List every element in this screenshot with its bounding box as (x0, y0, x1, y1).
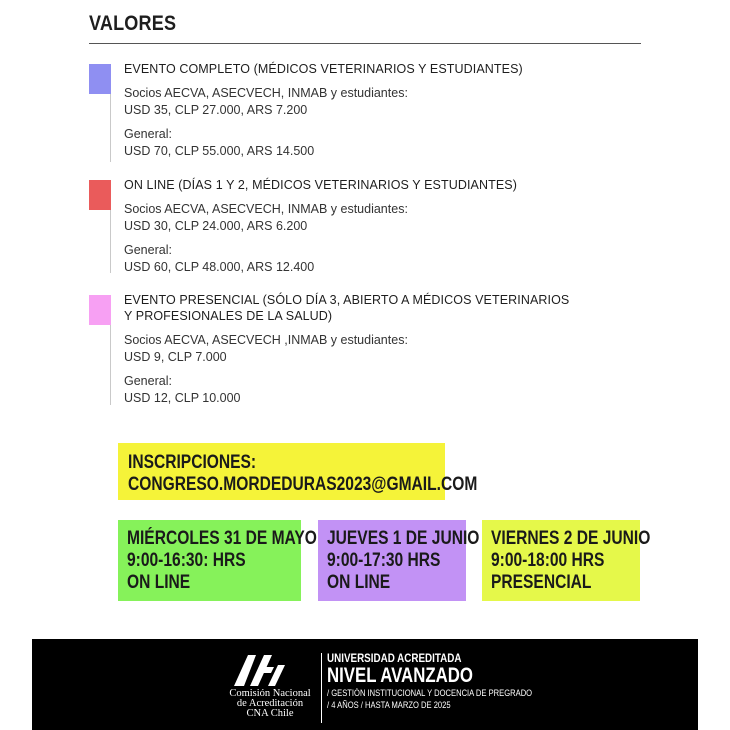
cna-logo-icon (230, 653, 288, 687)
schedule-day-2 (318, 520, 480, 601)
members-label: Socios AECVA, ASECVECH, INMAB y estudiantes: (124, 202, 408, 216)
section-line-online (110, 210, 111, 273)
accreditation-areas: / GESTIÓN INSTITUCIONAL Y DOCENCIA DE PREGRADO (327, 688, 533, 699)
footer-divider (321, 653, 322, 723)
schedule-mode: ON LINE (327, 572, 391, 593)
footer-bar (32, 639, 698, 730)
pricing-section-online (124, 177, 594, 276)
pricing-heading: EVENTO PRESENCIAL (SÓLO DÍA 3, ABIERTO A MÉDICOS VETERINARIOS (124, 293, 570, 307)
schedule-hours: 9:00-17:30 HRS (327, 550, 441, 571)
general-label: General: (124, 374, 172, 388)
members-label: Socios AECVA, ASECVECH ,INMAB y estudiantes: (124, 333, 408, 347)
color-swatch-complete (89, 64, 111, 94)
pricing-heading-line2: Y PROFESIONALES DE LA SALUD) (124, 309, 333, 323)
schedule-mode: ON LINE (127, 572, 191, 593)
cna-line-2: de Acreditación (236, 698, 304, 709)
general-label: General: (124, 243, 172, 257)
general-price: USD 12, CLP 10.000 (124, 391, 241, 405)
schedule-day-3 (482, 520, 651, 601)
members-price: USD 9, CLP 7.000 (124, 350, 227, 364)
pricing-heading: ON LINE (DÍAS 1 Y 2, MÉDICOS VETERINARIOS Y ESTUDIANTES) (124, 178, 517, 192)
color-swatch-presential (89, 295, 111, 325)
schedule-hours: 9:00-18:00 HRS (491, 550, 605, 571)
general-price: USD 70, CLP 55.000, ARS 14.500 (124, 144, 315, 158)
color-swatch-online (89, 180, 111, 210)
schedule-date: VIERNES 2 DE JUNIO (491, 528, 651, 549)
accreditation-title: UNIVERSIDAD ACREDITADA (327, 651, 462, 665)
page-title: VALORES (89, 12, 177, 35)
members-price: USD 35, CLP 27.000, ARS 7.200 (124, 103, 308, 117)
cna-name (192, 689, 348, 719)
cna-line-3: CNA Chile (246, 708, 294, 719)
accreditation-info (327, 651, 583, 712)
accreditation-level: NIVEL AVANZADO (327, 664, 473, 687)
schedule-date: MIÉRCOLES 31 DE MAYO (127, 528, 317, 549)
schedule-hours: 9:00-16:30: HRS (127, 550, 246, 571)
pricing-section-presential (124, 292, 594, 407)
title-divider (89, 43, 641, 44)
registration-box (118, 443, 478, 500)
general-price: USD 60, CLP 48.000, ARS 12.400 (124, 260, 315, 274)
registration-email[interactable]: CONGRESO.MORDEDURAS2023@GMAIL.COM (128, 474, 478, 495)
accreditation-period: / 4 AÑOS / HASTA MARZO DE 2025 (327, 700, 451, 711)
registration-label: INSCRIPCIONES: (128, 452, 257, 473)
members-label: Socios AECVA, ASECVECH, INMAB y estudiantes: (124, 86, 408, 100)
cna-line-1: Comisión Nacional (229, 688, 311, 699)
pricing-heading: EVENTO COMPLETO (MÉDICOS VETERINARIOS Y ESTUDIANTES) (124, 62, 523, 76)
members-price: USD 30, CLP 24.000, ARS 6.200 (124, 219, 308, 233)
section-line-presential (110, 325, 111, 405)
schedule-day-1 (118, 520, 317, 601)
section-line-complete (110, 94, 111, 162)
general-label: General: (124, 127, 172, 141)
schedule-mode: PRESENCIAL (491, 572, 592, 593)
pricing-section-complete (124, 61, 594, 160)
schedule-date: JUEVES 1 DE JUNIO (327, 528, 480, 549)
